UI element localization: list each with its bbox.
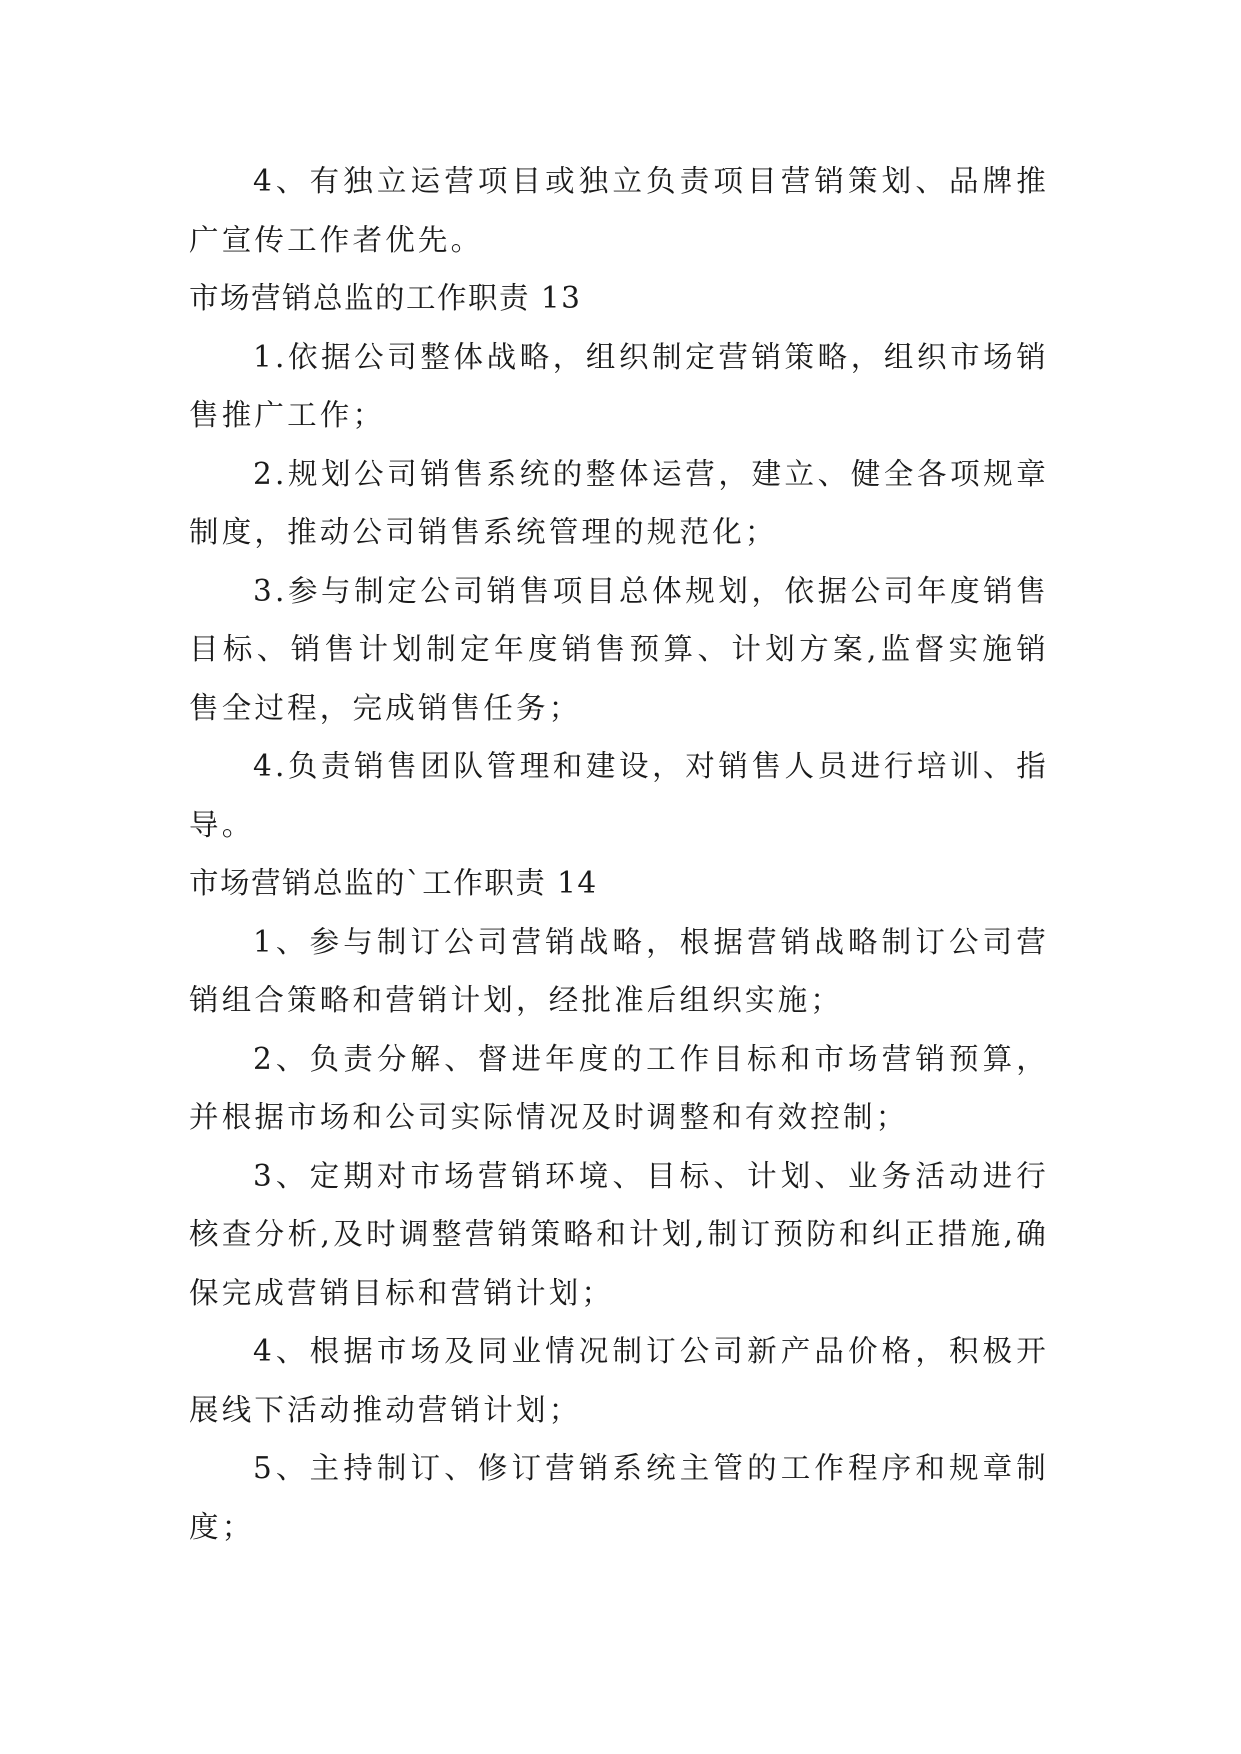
paragraph-duty-14-5: 5、主持制订、修订营销系统主管的工作程序和规章制度； xyxy=(189,1451,1049,1544)
section-heading-14: 市场营销总监的`工作职责 14 xyxy=(189,866,598,900)
document-page xyxy=(189,152,1049,1556)
section-heading-13: 市场营销总监的工作职责 13 xyxy=(189,281,582,315)
paragraph-duty-14-4: 4、根据市场及同业情况制订公司新产品价格，积极开展线下活动推动营销计划； xyxy=(189,1334,1049,1427)
paragraph-duty-13-2: 2.规划公司销售系统的整体运营，建立、健全各项规章制度，推动公司销售系统管理的规范化； xyxy=(189,456,1049,549)
paragraph-duty-13-4: 4.负责销售团队管理和建设，对销售人员进行培训、指导。 xyxy=(189,749,1049,842)
paragraph-duty-14-1: 1、参与制订公司营销战略，根据营销战略制订公司营销组合策略和营销计划，经批准后组织实施； xyxy=(189,924,1049,1017)
paragraph-requirement-4: 4、有独立运营项目或独立负责项目营销策划、品牌推广宣传工作者优先。 xyxy=(189,164,1049,257)
paragraph-duty-13-3: 3.参与制定公司销售项目总体规划，依据公司年度销售目标、销售计划制定年度销售预算、计划方案,监督实施销售全过程，完成销售任务； xyxy=(189,573,1049,725)
paragraph-duty-13-1: 1.依据公司整体战略，组织制定营销策略，组织市场销售推广工作； xyxy=(189,339,1049,432)
paragraph-duty-14-2: 2、负责分解、督进年度的工作目标和市场营销预算，并根据市场和公司实际情况及时调整和有效控制； xyxy=(189,1041,1049,1134)
paragraph-duty-14-3: 3、定期对市场营销环境、目标、计划、业务活动进行核查分析,及时调整营销策略和计划,制订预防和纠正措施,确保完成营销目标和营销计划； xyxy=(189,1158,1049,1310)
